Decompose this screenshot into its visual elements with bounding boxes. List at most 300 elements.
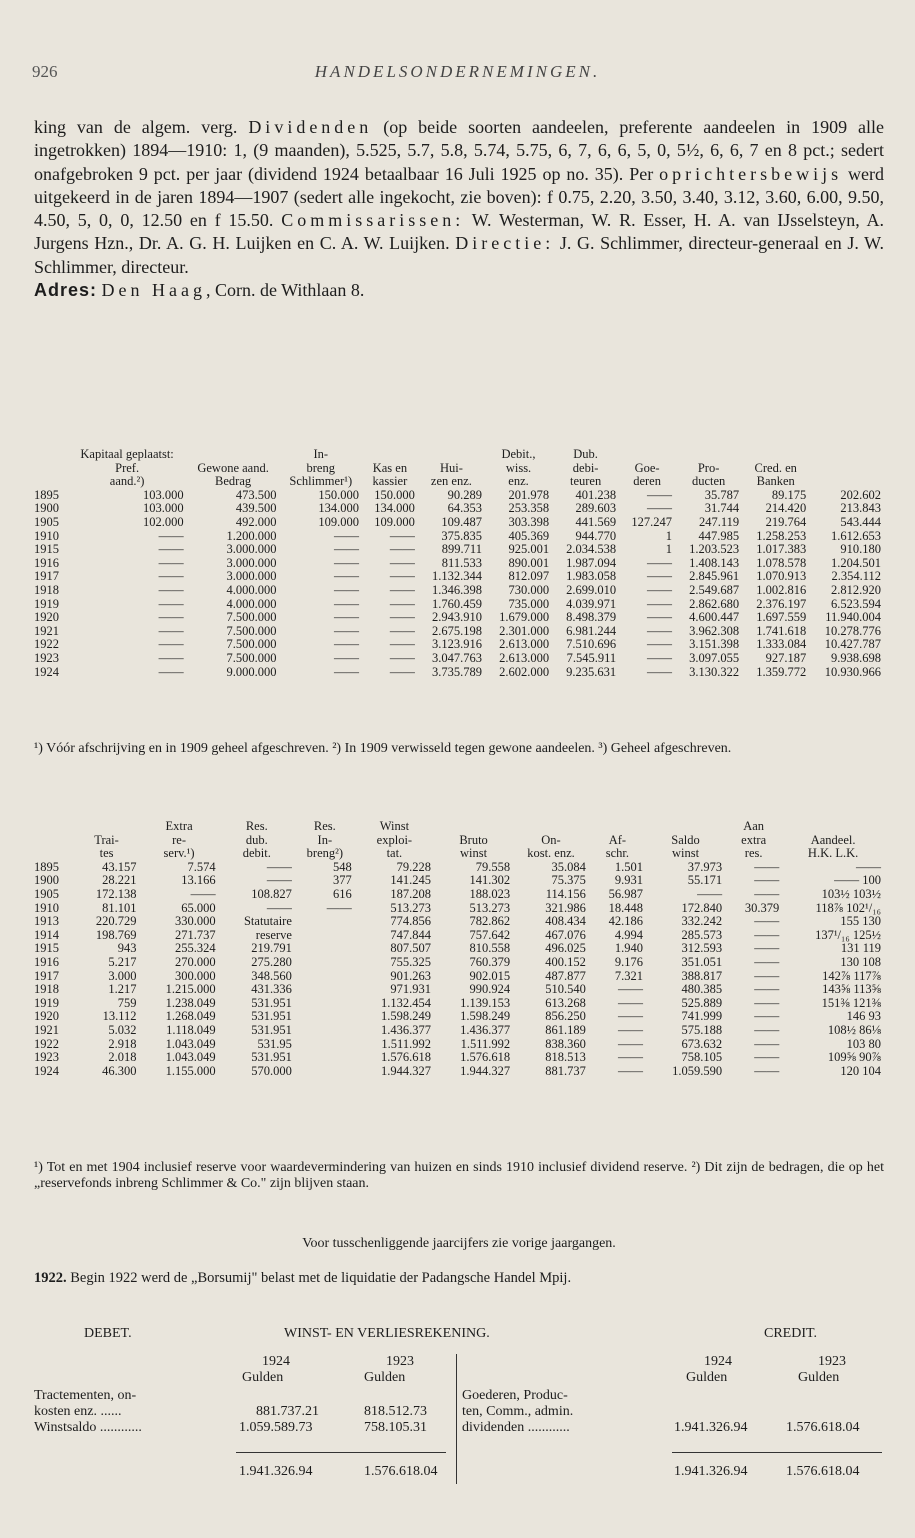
table2-cell: 1.215.000 (165, 982, 216, 997)
left-row1-label2: kosten enz. ...... (34, 1404, 122, 1419)
table2-header-cell: Extra (165, 819, 193, 833)
table1-header-cell: Pref. (115, 460, 140, 475)
table1-header-cell (362, 448, 418, 462)
table1-cell: 3.000.000 (226, 569, 277, 584)
table1-cell: —— (647, 637, 673, 652)
table2-cell: 285.573 (681, 927, 723, 942)
table2-cell: 902.015 (469, 968, 511, 983)
table1-cell: 1.346.398 (431, 582, 482, 597)
table1-header-cell: aand.²) (109, 474, 145, 489)
table1-cell: 375.835 (441, 528, 482, 543)
table1-cell: 473.500 (235, 487, 277, 502)
table1-cell: 1.017.383 (756, 542, 807, 557)
company-paragraph (34, 116, 884, 302)
table1-year-cell: 1918 (34, 582, 59, 597)
table2-year-cell: 1924 (34, 1063, 59, 1078)
table1-cell: 1 (665, 528, 673, 543)
table1-cell: 492.000 (235, 514, 277, 529)
table1-cell: —— (333, 555, 359, 570)
table1-cell: 1.987.094 (566, 555, 617, 570)
table1-cell: 730.000 (508, 582, 550, 597)
table2-cell: —— (266, 859, 292, 874)
table2-cell: 774.856 (390, 914, 431, 929)
table2-header-cell: Trai- (94, 832, 119, 847)
table1-header-cell: Schlimmer¹) (289, 474, 353, 489)
table1-cell: 7.545.911 (566, 650, 617, 665)
table2-cell: —— (190, 886, 216, 901)
table2-cell: 56.987 (608, 886, 643, 901)
table1-cell: 10.930.966 (824, 664, 881, 679)
table1-cell: 910.180 (840, 542, 881, 557)
table2-cell: —— (754, 859, 780, 874)
table2-cell: 480.385 (681, 982, 723, 997)
wv-title: WINST- EN VERLIESREKENING. (284, 1326, 490, 1341)
table2-header-cell: schr. (605, 846, 630, 861)
table1-cell: 109.487 (441, 514, 482, 529)
table1-year-cell: 1895 (34, 487, 59, 502)
table2-header-cell: Winst (379, 819, 410, 833)
right-year-b: 1923 (818, 1354, 846, 1369)
table2-cell: 108.827 (251, 886, 292, 901)
table1-cell: 3.000.000 (226, 542, 277, 557)
table2-year-cell: 1915 (34, 941, 59, 956)
table2-cell: 1.944.327 (380, 1063, 431, 1078)
table2-header-cell: dub. (245, 832, 268, 847)
table1-cell: 6.981.244 (566, 623, 617, 638)
table2-header-cell: breng²) (306, 846, 344, 861)
table2-cell: 487.877 (545, 968, 586, 983)
table1-cell: 811.533 (441, 555, 482, 570)
table1-row (34, 489, 884, 503)
table2-cell: —— (754, 886, 780, 901)
table2-cell: 13.112 (102, 1009, 137, 1024)
table1-cell: —— (333, 623, 359, 638)
right-row1-a: 1.941.326.94 (674, 1420, 748, 1435)
left-total-a: 1.941.326.94 (239, 1464, 313, 1479)
table2-header-cell: Res. (313, 819, 336, 833)
table2-cell: 143⅝ 113⅝ (822, 982, 881, 997)
table2-row (34, 915, 884, 929)
table2-header-cell: res. (744, 846, 763, 861)
table2-cell: 103 80 (846, 1036, 881, 1051)
table2-cell: —— (697, 886, 723, 901)
table1-cell: 735.000 (508, 596, 550, 611)
table1-cell: —— (158, 555, 184, 570)
table1-header-cell (187, 448, 280, 462)
table2-cell (295, 1051, 355, 1065)
paragraph-1922 (34, 1270, 884, 1286)
table2-header-cell: kost. enz. (527, 846, 575, 861)
table2-cell: 330.000 (175, 914, 216, 929)
table2-cell: 4.994 (614, 927, 643, 942)
table1-cell: 213.843 (840, 501, 881, 516)
table1-cell: —— (158, 596, 184, 611)
table2-cell: 270.000 (175, 954, 216, 969)
table1-cell: 1.679.000 (499, 610, 550, 625)
table1-header-cell: Debit., (501, 447, 536, 461)
table1-cell: —— (158, 542, 184, 557)
left-row2-a: 1.059.589.73 (239, 1420, 313, 1435)
table1-header-cell: Banken (756, 474, 795, 489)
table2-cell: 613.268 (545, 995, 586, 1010)
table2-cell (295, 929, 355, 943)
table2-header-cell: In- (317, 832, 333, 847)
table2-cell: 1.576.618 (380, 1050, 431, 1065)
table1-cell: 2.943.910 (431, 610, 482, 625)
table2-cell: 9.176 (614, 954, 643, 969)
table2-cell (295, 970, 355, 984)
table1-cell: 2.301.000 (499, 623, 550, 638)
table1-cell: 9.000.000 (226, 664, 277, 679)
table1-cell: 150.000 (318, 487, 359, 502)
table1-cell: 103.000 (143, 501, 184, 516)
table2-cell: —— (617, 982, 643, 997)
table2-cell: 531.951 (251, 995, 292, 1010)
table1-row (34, 530, 884, 544)
table1-cell: 6.523.594 (831, 596, 881, 611)
table1-cell: 3.047.763 (431, 650, 482, 665)
table2-cell: 28.221 (102, 873, 137, 888)
table2-cell: 1.155.000 (165, 1063, 216, 1078)
table2-header-cell (434, 820, 513, 834)
right-year-a: 1924 (704, 1354, 732, 1369)
table2-cell: 881.737 (545, 1063, 586, 1078)
table1-header-row (34, 475, 884, 489)
table2-cell: 141.245 (390, 873, 431, 888)
table2-cell: 219.791 (251, 941, 292, 956)
table2-cell: 1.436.377 (460, 1022, 511, 1037)
table1-header-cell: debi- (572, 460, 599, 475)
left-total-b: 1.576.618.04 (364, 1464, 438, 1479)
table1-header-cell: Cred. en (754, 460, 797, 475)
table2-cell: 1.576.618 (460, 1050, 511, 1065)
table1-row (34, 543, 884, 557)
table1-row (34, 666, 884, 680)
adres-text: , Corn. de Withlaan 8. (205, 280, 365, 301)
table1-cell: —— (647, 487, 673, 502)
table1-cell: —— (389, 542, 415, 557)
table2-cell: 513.273 (390, 900, 431, 915)
table1-cell: —— (389, 650, 415, 665)
table2-row (34, 929, 884, 943)
table1-cell: —— (333, 582, 359, 597)
table2-cell (295, 983, 355, 997)
table2-cell: 1.217 (108, 982, 137, 997)
table1-cell: 2.034.538 (566, 542, 617, 557)
table1-cell: —— (647, 501, 673, 516)
table2-cell: 220.729 (95, 914, 137, 929)
table1-cell: —— (333, 528, 359, 543)
table2-cell: 55.171 (687, 873, 723, 888)
table1-year-cell: 1919 (34, 596, 59, 611)
table2-cell: —— (617, 1022, 643, 1037)
dividenden-label: Dividenden (248, 117, 373, 137)
table1-header-row (34, 462, 884, 476)
table1-cell: 899.711 (441, 542, 482, 557)
table1-row (34, 625, 884, 639)
centered-note: Voor tusschenliggende jaarcijfers zie vorige jaargangen. (302, 1236, 616, 1251)
table2-cell: 496.025 (545, 941, 586, 956)
table2-cell: 2.918 (108, 1036, 137, 1051)
table1-header-cell: kassier (372, 474, 408, 489)
table2-cell: —— (754, 873, 780, 888)
table1-cell: —— (333, 610, 359, 625)
table2-cell: 757.642 (469, 927, 511, 942)
table1-cell: —— (333, 664, 359, 679)
table2-cell: —— (754, 1009, 780, 1024)
table2-cell: 408.434 (545, 914, 586, 929)
table2-cell: 42.186 (608, 914, 643, 929)
table2-cell: —— (754, 1036, 780, 1051)
table2-cell: 43.157 (102, 859, 137, 874)
table1-cell: —— (389, 610, 415, 625)
table2-cell: 7.321 (614, 968, 643, 983)
table2-cell: 155 130 (840, 914, 881, 929)
commissarissen-label: Commissarissen: (281, 210, 465, 231)
table1-cell: 64.353 (447, 501, 482, 516)
table1-header-cell: Bedrag (215, 474, 252, 489)
table1-cell: 1.359.772 (756, 664, 807, 679)
table1-cell: 219.764 (765, 514, 807, 529)
table2-cell: 1.501 (614, 859, 643, 874)
table1-cell: 401.238 (575, 487, 617, 502)
table2-cell: reserve (255, 927, 292, 942)
right-total-b: 1.576.618.04 (786, 1464, 860, 1479)
table2-year-cell: 1922 (34, 1036, 59, 1051)
table2-cell: 46.300 (102, 1063, 137, 1078)
page-number: 926 (32, 62, 58, 81)
table2-cell: 1.598.249 (460, 1009, 511, 1024)
table1-header-cell: Kapitaal geplaatst: (80, 447, 174, 461)
table2-row (34, 1038, 884, 1052)
table2-cell: 351.051 (681, 954, 723, 969)
debet-label: DEBET. (84, 1326, 132, 1341)
table2-row (34, 888, 884, 902)
table1-header-row (34, 448, 884, 462)
table1-row (34, 557, 884, 571)
table1-cell: 1 (665, 542, 673, 557)
table1-header-cell: zen enz. (430, 474, 472, 489)
table2-header-cell (34, 820, 74, 834)
table2-cell: 348.560 (251, 968, 292, 983)
table2-cell: 525.889 (681, 995, 723, 1010)
table1-cell: —— (158, 528, 184, 543)
table2-cell: 130 108 (840, 954, 881, 969)
table1-cell: 7.500.000 (226, 637, 277, 652)
table1-cell: 102.000 (143, 514, 184, 529)
table1-cell: 2.354.112 (831, 569, 881, 584)
table2-cell: —— (617, 1009, 643, 1024)
oprichtersbewijs-label: oprichtersbewijs (659, 163, 843, 184)
table2-header-cell: extra (741, 832, 767, 847)
table2-cell: 388.817 (681, 968, 723, 983)
table1-year-cell: 1905 (34, 514, 59, 529)
table2-cell: 75.375 (551, 873, 586, 888)
table2-year-cell: 1921 (34, 1022, 59, 1037)
table2-header-cell: serv.¹) (163, 846, 195, 861)
table1-cell: —— (333, 569, 359, 584)
table1-row (34, 584, 884, 598)
table2-year-cell: 1923 (34, 1050, 59, 1065)
table2-cell: 114.156 (545, 886, 586, 901)
table2-cell: 30.379 (744, 900, 780, 915)
left-row1-a: 881.737.21 (256, 1404, 319, 1419)
table2-cell: —— (754, 954, 780, 969)
table2-cell: 7.574 (187, 859, 216, 874)
table1-cell: 7.500.000 (226, 650, 277, 665)
table2-row (34, 970, 884, 984)
table1-header-cell (418, 448, 485, 462)
table2-cell: 810.558 (469, 941, 511, 956)
table1-header-cell (34, 448, 68, 462)
table1-row (34, 516, 884, 530)
table2-header-cell: Res. (245, 819, 268, 833)
table2-cell: 1.944.327 (460, 1063, 511, 1078)
table1-year-cell: 1916 (34, 555, 59, 570)
table2-cell: —— (754, 1063, 780, 1078)
table2-cell: 531.951 (251, 1009, 292, 1024)
table1-cell: 3.097.055 (689, 650, 740, 665)
table1-year-cell: 1917 (34, 569, 59, 584)
table2-year-cell: 1910 (34, 900, 59, 915)
table1-cell: —— (333, 596, 359, 611)
table2-cell: 747.844 (390, 927, 431, 942)
table2-cell: 1.139.153 (460, 995, 511, 1010)
footnote-table2: ¹) Tot en met 1904 inclusief reserve voor waardevermindering van huizen en sinds 1910 inclusief dividend reserve. ²) Dit zijn de bedragen, die op het „reservefonds inbreng Schlimmer & Co." zijn blijven staan. (34, 1160, 884, 1191)
table2-cell: 172.840 (681, 900, 723, 915)
table1-cell: 4.000.000 (226, 596, 277, 611)
table2-cell: —— (754, 927, 780, 942)
right-total-rule (672, 1452, 882, 1453)
table2-cell: 971.931 (390, 982, 431, 997)
table2-cell: 990.924 (469, 982, 511, 997)
table2-year-cell: 1905 (34, 886, 59, 901)
table2-cell: 65.000 (181, 900, 216, 915)
table2-cell: 118⅞ 102¹/₁₆ (815, 900, 881, 915)
table2-cell: 758.105 (681, 1050, 723, 1065)
table1-cell: 9.938.698 (831, 650, 881, 665)
table2-cell: 570.000 (251, 1063, 292, 1078)
table1-cell: 127.247 (631, 514, 673, 529)
right-currency-a: Gulden (686, 1370, 728, 1385)
table1-cell: 2.699.010 (566, 582, 617, 597)
table2-cell: 172.138 (95, 886, 137, 901)
table2-cell: 300.000 (175, 968, 216, 983)
directie-text: J. G. Schlimmer, directeur-generaal en J. W. Schlimmer, directeur. (34, 233, 884, 277)
table1-row (34, 570, 884, 584)
table2-cell: 146 93 (846, 1009, 881, 1024)
table1-header-cell: wiss. (505, 460, 532, 475)
table2-row (34, 942, 884, 956)
table1-year-cell: 1910 (34, 528, 59, 543)
right-total-a: 1.941.326.94 (674, 1464, 748, 1479)
table1-cell: 1.200.000 (226, 528, 277, 543)
table2-cell (295, 997, 355, 1011)
table2-header-cell (782, 820, 884, 834)
left-year-a: 1924 (262, 1354, 290, 1369)
table2-cell: 151⅜ 121⅜ (821, 995, 881, 1010)
table1-cell: 4.600.447 (689, 610, 740, 625)
table2-cell: 760.379 (469, 954, 511, 969)
table1-cell: 7.500.000 (226, 610, 277, 625)
table1-cell: 3.735.789 (431, 664, 482, 679)
page-title: HANDELSONDERNEMINGEN. (314, 62, 601, 81)
table1-cell: 2.675.198 (431, 623, 482, 638)
table1-cell: 1.204.501 (831, 555, 881, 570)
table2-cell: 5.032 (108, 1022, 137, 1037)
table2-cell (295, 956, 355, 970)
table2-header-cell (513, 820, 589, 834)
table1-header-cell: In- (313, 447, 329, 461)
table1-header-cell (675, 448, 742, 462)
table2-cell: 271.737 (175, 927, 216, 942)
table1-cell: —— (158, 650, 184, 665)
table1-cell: —— (158, 610, 184, 625)
table1-cell: —— (389, 528, 415, 543)
table2-header-cell: Aandeel. (810, 832, 856, 847)
table2-cell: 3.000 (108, 968, 137, 983)
left-year-b: 1923 (386, 1354, 414, 1369)
table1-cell: 253.358 (508, 501, 550, 516)
table2-cell: 275.280 (251, 954, 292, 969)
table2-cell: —— (754, 968, 780, 983)
table2-cell: 818.513 (545, 1050, 586, 1065)
table2-cell: 198.769 (95, 927, 137, 942)
table2-cell: —— (754, 1050, 780, 1065)
table1-cell: 1.741.618 (756, 623, 807, 638)
table1-cell: —— (647, 582, 673, 597)
table2-header-cell (34, 847, 74, 861)
left-row2-b: 758.105.31 (364, 1420, 427, 1435)
table2-cell: 1.436.377 (380, 1022, 431, 1037)
table2-cell: —— (617, 1036, 643, 1051)
table2-cell: 131 119 (840, 941, 881, 956)
table1-cell: 812.097 (508, 569, 550, 584)
table2-cell: 120 104 (840, 1063, 881, 1078)
table2-cell: 9.931 (614, 873, 643, 888)
table1-cell: 10.427.787 (824, 637, 881, 652)
table2-row (34, 1051, 884, 1065)
right-row1-b: 1.576.618.04 (786, 1420, 860, 1435)
table1-cell: 890.001 (508, 555, 550, 570)
table2-cell (295, 1065, 355, 1079)
table2-row (34, 1024, 884, 1038)
table1-cell: 925.001 (508, 542, 550, 557)
table2-cell: 513.273 (469, 900, 511, 915)
table2-row (34, 1065, 884, 1079)
table1-header-cell: Dub. (573, 447, 598, 461)
table1-cell: —— (647, 623, 673, 638)
page-header (28, 56, 887, 86)
table2-cell: 1.238.049 (165, 995, 216, 1010)
table2-cell: 5.217 (108, 954, 137, 969)
table2-cell (295, 1010, 355, 1024)
table2-year-cell: 1900 (34, 873, 59, 888)
table2-cell: —— (326, 900, 352, 915)
oprichtersbewijs-text: werd uitgekeerd in de jaren 1894—1907 (sedert alle ingekocht, zie boven): f 0.75, 2.20, 3.50, 3.40, 3.12, 3.60, 6.00, 9.50, 4.50, 5, 0, 0, 12.50 en f 15.50. (34, 163, 884, 231)
table2-cell: 1.059.590 (672, 1063, 723, 1078)
table2-cell: 782.862 (469, 914, 511, 929)
table2-row (34, 997, 884, 1011)
table2-header-cell: tat. (386, 846, 403, 861)
table2-header-cell: H.K. L.K. (807, 846, 859, 861)
table1-cell: —— (389, 637, 415, 652)
table2-cell: 856.250 (545, 1009, 586, 1024)
table1-cell: —— (333, 650, 359, 665)
table2-cell: —— (617, 1063, 643, 1078)
table1-cell: 247.119 (698, 514, 740, 529)
table2-row (34, 861, 884, 875)
